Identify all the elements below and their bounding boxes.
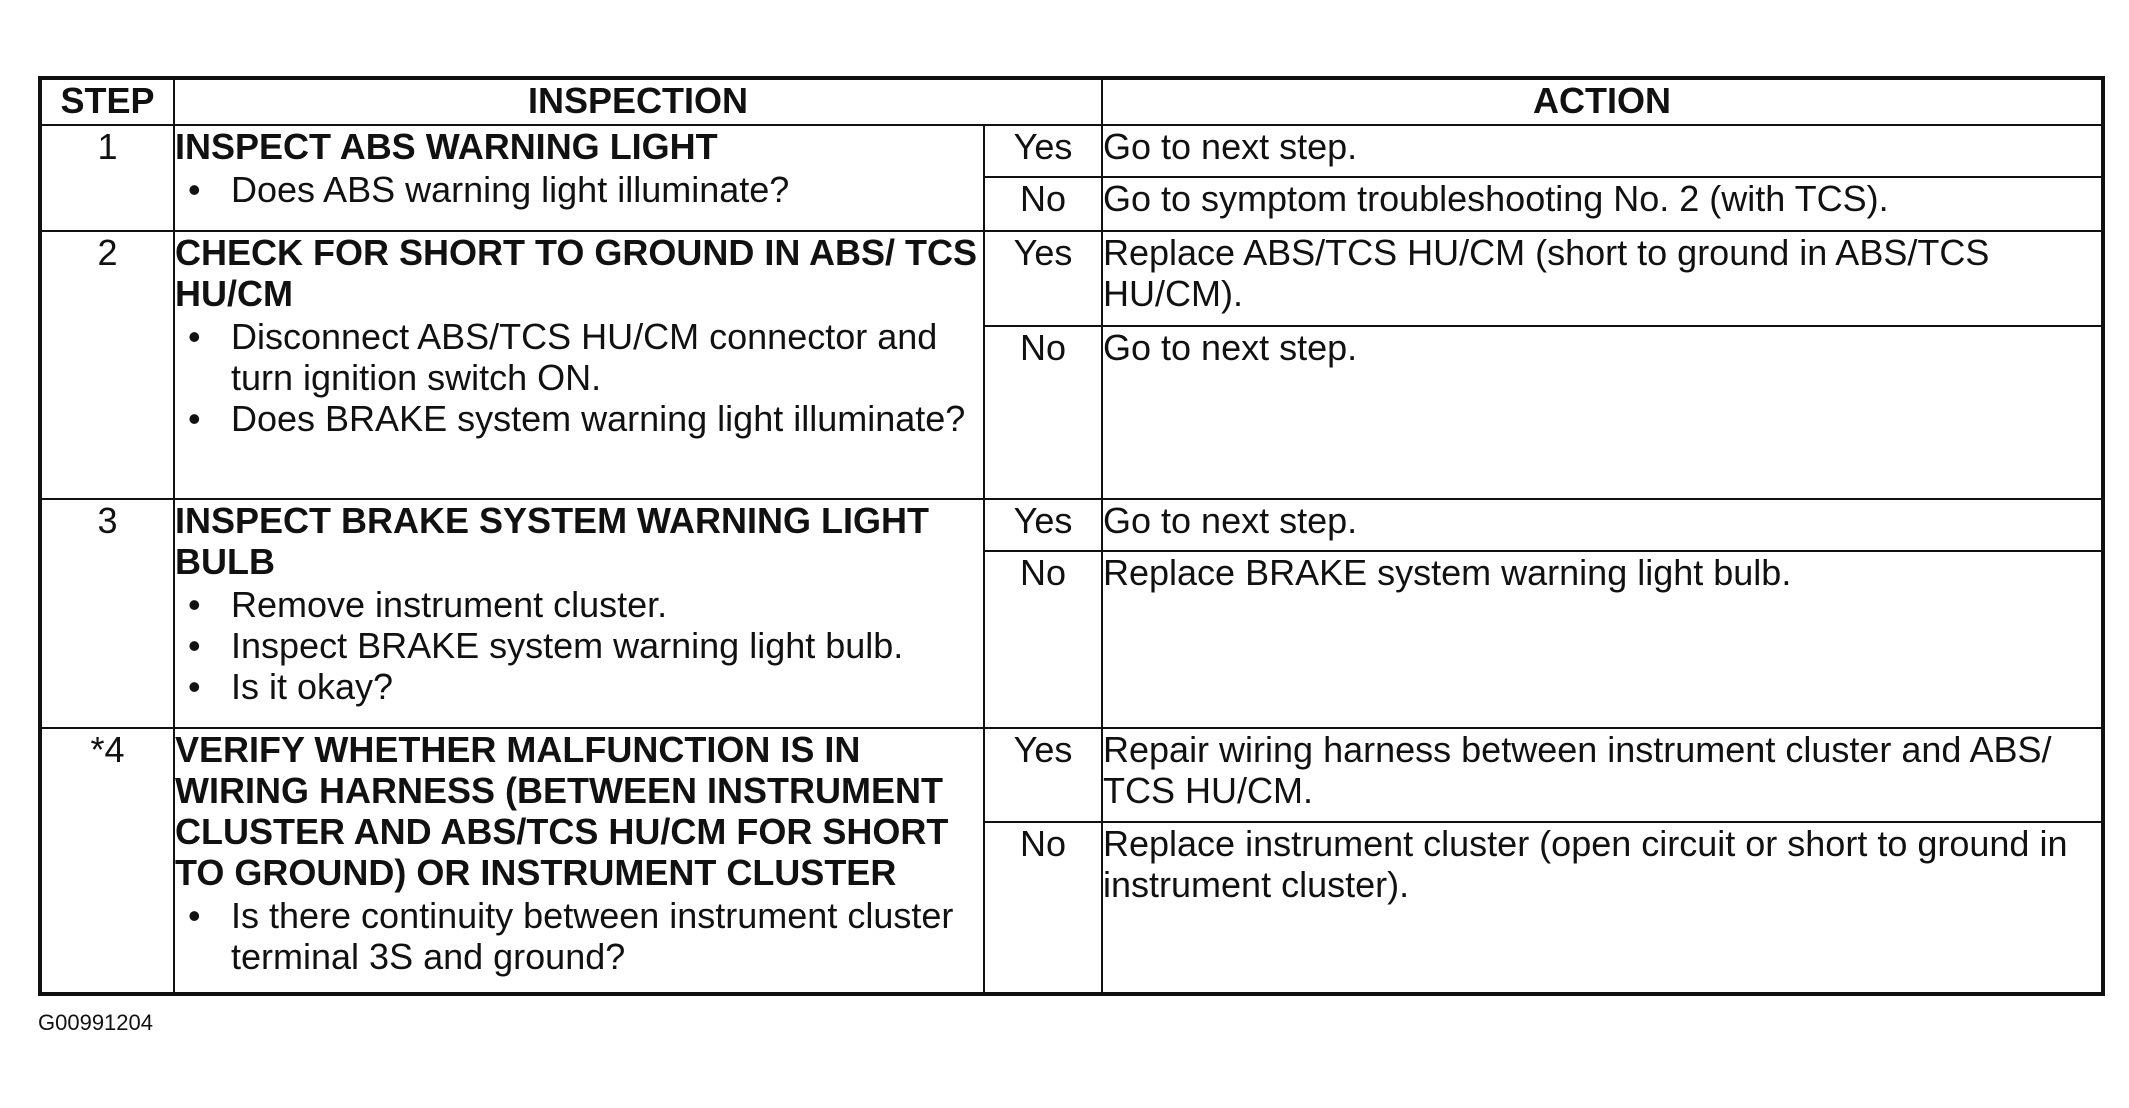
yes-action: Go to next step. bbox=[1102, 499, 2103, 551]
inspection-title: CHECK FOR SHORT TO GROUND IN ABS/ TCS HU/CM bbox=[175, 232, 978, 314]
no-label: No bbox=[984, 822, 1102, 994]
step-number: 3 bbox=[40, 499, 174, 728]
step-number: *4 bbox=[40, 728, 174, 994]
no-action: Replace instrument cluster (open circuit or short to ground in instrument cluster). bbox=[1102, 822, 2103, 994]
inspection-bullets bbox=[175, 895, 983, 977]
header-inspection: INSPECTION bbox=[174, 78, 1102, 125]
bullet-item: • Is there continuity between instrument cluster terminal 3S and ground? bbox=[175, 895, 983, 977]
no-action: Go to next step. bbox=[1102, 326, 2103, 499]
inspection-cell bbox=[174, 499, 984, 728]
no-label: No bbox=[984, 177, 1102, 231]
no-label: No bbox=[984, 326, 1102, 499]
bullet-item: • Does ABS warning light illuminate? bbox=[175, 169, 983, 210]
yes-label: Yes bbox=[984, 499, 1102, 551]
yes-action: Repair wiring harness between instrument cluster and ABS/ TCS HU/CM. bbox=[1102, 728, 2103, 822]
inspection-bullets bbox=[175, 316, 983, 439]
inspection-title: INSPECT ABS WARNING LIGHT bbox=[175, 126, 718, 167]
yes-label: Yes bbox=[984, 231, 1102, 326]
bullet-item: • Disconnect ABS/TCS HU/CM connector and turn ignition switch ON. bbox=[175, 316, 983, 398]
table-row bbox=[40, 231, 2103, 326]
inspection-cell bbox=[174, 231, 984, 499]
diagnostic-table bbox=[38, 76, 2105, 996]
bullet-item: • Is it okay? bbox=[175, 666, 983, 707]
inspection-bullets bbox=[175, 584, 983, 707]
bullet-item: • Inspect BRAKE system warning light bulb. bbox=[175, 625, 983, 666]
header-step: STEP bbox=[40, 78, 174, 125]
inspection-cell bbox=[174, 125, 984, 231]
table-row bbox=[40, 125, 2103, 177]
no-action: Replace BRAKE system warning light bulb. bbox=[1102, 551, 2103, 728]
header-action: ACTION bbox=[1102, 78, 2103, 125]
header-row bbox=[40, 78, 2103, 125]
bullet-item: • Remove instrument cluster. bbox=[175, 584, 983, 625]
table-row bbox=[40, 728, 2103, 822]
yes-label: Yes bbox=[984, 125, 1102, 177]
no-label: No bbox=[984, 551, 1102, 728]
table-row bbox=[40, 499, 2103, 551]
bullet-item: • Does BRAKE system warning light illuminate? bbox=[175, 398, 983, 439]
yes-action: Replace ABS/TCS HU/CM (short to ground in ABS/TCS HU/CM). bbox=[1102, 231, 2103, 326]
step-number: 1 bbox=[40, 125, 174, 231]
inspection-bullets bbox=[175, 169, 983, 210]
step-number: 2 bbox=[40, 231, 174, 499]
yes-action: Go to next step. bbox=[1102, 125, 2103, 177]
inspection-title: INSPECT BRAKE SYSTEM WARNING LIGHT BULB bbox=[175, 500, 930, 582]
no-action: Go to symptom troubleshooting No. 2 (with TCS). bbox=[1102, 177, 2103, 231]
inspection-cell bbox=[174, 728, 984, 994]
yes-label: Yes bbox=[984, 728, 1102, 822]
inspection-title: VERIFY WHETHER MALFUNCTION IS IN WIRING HARNESS (BETWEEN INSTRUMENT CLUSTER AND ABS/TCS HU/CM FOR SHORT TO GROUND) OR INSTRUMENT CLUSTER bbox=[175, 729, 949, 893]
figure-id: G00991204 bbox=[38, 1010, 153, 1035]
